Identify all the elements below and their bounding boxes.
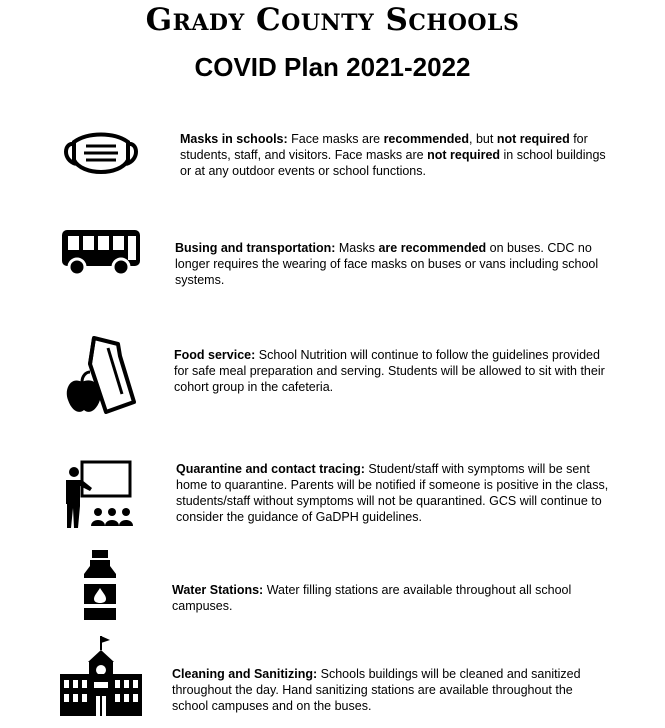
section-masks: Masks in schools: Face masks are recommended, but not required for students, staff, and visitors. Face masks are not required in school buildings or at any outdoor events or school functions. — [180, 132, 606, 178]
face-mask-icon — [60, 130, 142, 180]
section-water-stations: Water Stations: Water filling stations are available throughout all school campuses. — [172, 583, 572, 613]
water-bottle-icon — [70, 548, 130, 624]
section-food-service: Food service: School Nutrition will continue to follow the guidelines provided for safe meal preparation and serving. Students will be allowed to sit with their cohort group in the cafeteria. — [174, 348, 605, 394]
document-title: Grady County Schools — [145, 2, 520, 38]
bus-icon — [61, 228, 141, 276]
teacher-classroom-icon — [62, 460, 142, 530]
section-quarantine: Quarantine and contact tracing: Student/staff with symptoms will be sent home to quarantine. Parents will be notified if someone is positive in the class, students/staff without symptoms will not be quarantined. GCS will continue to consider the guidance of GaDPH guidelines. — [176, 462, 609, 524]
food-bag-apple-icon — [64, 334, 138, 414]
section-cleaning: Cleaning and Sanitizing: Schools buildings will be cleaned and sanitized throughout the day. Hand sanitizing stations are available throughout the school campuses and on the buses. — [172, 667, 581, 713]
section-busing: Busing and transportation: Masks are recommended on buses. CDC no longer requires the wearing of face masks on buses or vans including school systems. — [175, 241, 599, 287]
school-building-icon — [58, 634, 144, 718]
document-subtitle: COVID Plan 2021-2022 — [194, 52, 471, 82]
